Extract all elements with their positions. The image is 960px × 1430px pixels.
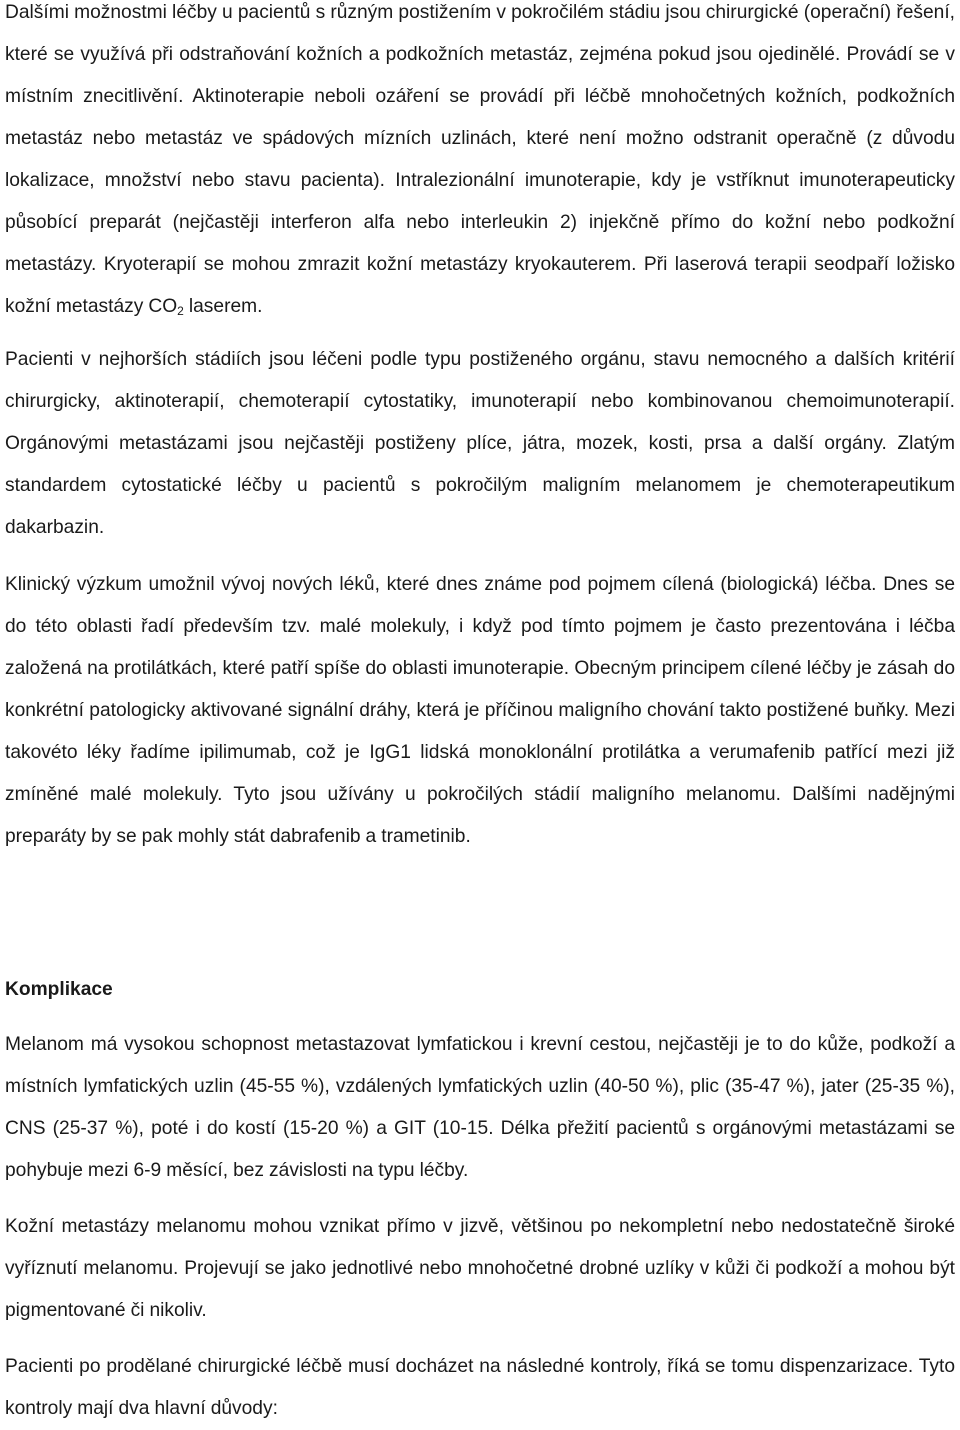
section-heading: Komplikace [5,979,113,1000]
paragraph-text-end: laserem. [183,296,263,317]
subscript-text: 2 [177,304,184,318]
document-page [5,0,955,1424]
paragraph-skin-metastases: Kožní metastázy melanomu mohou vznikat přímo v jizvě, většinou po nekompletní nebo nedostatečně široké vyříznutí melanomu. Projevují se jako jednotlivé nebo mnohočetné drobné uzlíky v kůži či podkoží a mohou být pigmentované či nikoliv. [5,1216,955,1321]
paragraph-targeted-therapy: Klinický výzkum umožnil vývoj nových léků, které dnes známe pod pojmem cílená (biologická) léčba. Dnes se do této oblasti řadí především tzv. malé molekuly, i když pod tímto pojmem je často prezentována i léčba založená na protilátkách, které patří spíše do oblasti imunoterapie. Obecným principem cílené léčby je zásah do konkrétní patologicky aktivované signální dráhy, která je příčinou maligního chování takto postižené buňky. Mezi takovéto léky řadíme ipilimumab, což je IgG1 lidská monoklonální protilátka a verumafenib patřící mezi již zmíněné malé molekuly. Tyto jsou užívány u pokročilých stádií maligního melanomu. Dalšími nadějnými preparáty by se pak mohly stát dabrafenib a trametinib. [5,574,955,847]
paragraph-metastasis: Melanom má vysokou schopnost metastazovat lymfatickou i krevní cestou, nejčastěji je to do kůže, podkoží a místních lymfatických uzlin (45-55 %), vzdálených lymfatických uzlin (40-50 %), plic (35-47 %), jater (25-35 %), CNS (25-37 %), poté i do kostí (15-20 %) a GIT (10-15. Délka přežití pacientů s orgánovými metastázami se pohybuje mezi 6-9 měsící, bez závislosti na typu léčby. [5,1034,955,1181]
paragraph-worst-stages: Pacienti v nejhorších stádiích jsou léčeni podle typu postiženého orgánu, stavu nemocného a dalších kritérií chirurgicky, aktinoterapií, chemoterapií cytostatiky, imunoterapií nebo kombinovanou chemoimunoterapií. Orgánovými metastázami jsou nejčastěji postiženy plíce, játra, mozek, kosti, prsa a další orgány. Zlatým standardem cytostatické léčby u pacientů s pokročilým maligním melanomem je chemoterapeutikum dakarbazin. [5,349,955,538]
paragraph-advanced-treatment [5,0,955,328]
paragraph-text: Dalšími možnostmi léčby u pacientů s různým postižením v pokročilém stádiu jsou chirurgické (operační) řešení, které se využívá při odstraňování kožních a podkožních metastáz, zejména pokud jsou ojedinělé. Provádí se v místním znecitlivění. Aktinoterapie neboli ozáření se provádí při léčbě mnohočetných kožních, podkožních metastáz nebo metastáz ve spádových mízních uzlinách, které není možno odstranit operačně (z důvodu lokalizace, množství nebo stavu pacienta). Intralezionální imunoterapie, kdy je vstříknut imunoterapeuticky působící preparát (nejčastěji interferon alfa nebo interleukin 2) injekčně přímo do kožní nebo podkožní metastázy. Kryoterapií se mohou zmrazit kožní metastázy kryokauterem. Při laserová terapii seodpaří ložisko kožní metastázy CO [5,2,955,317]
paragraph-follow-up: Pacienti po prodělané chirurgické léčbě musí docházet na následné kontroly, říká se tomu dispenzarizace. Tyto kontroly mají dva hlavní důvody: [5,1356,955,1419]
